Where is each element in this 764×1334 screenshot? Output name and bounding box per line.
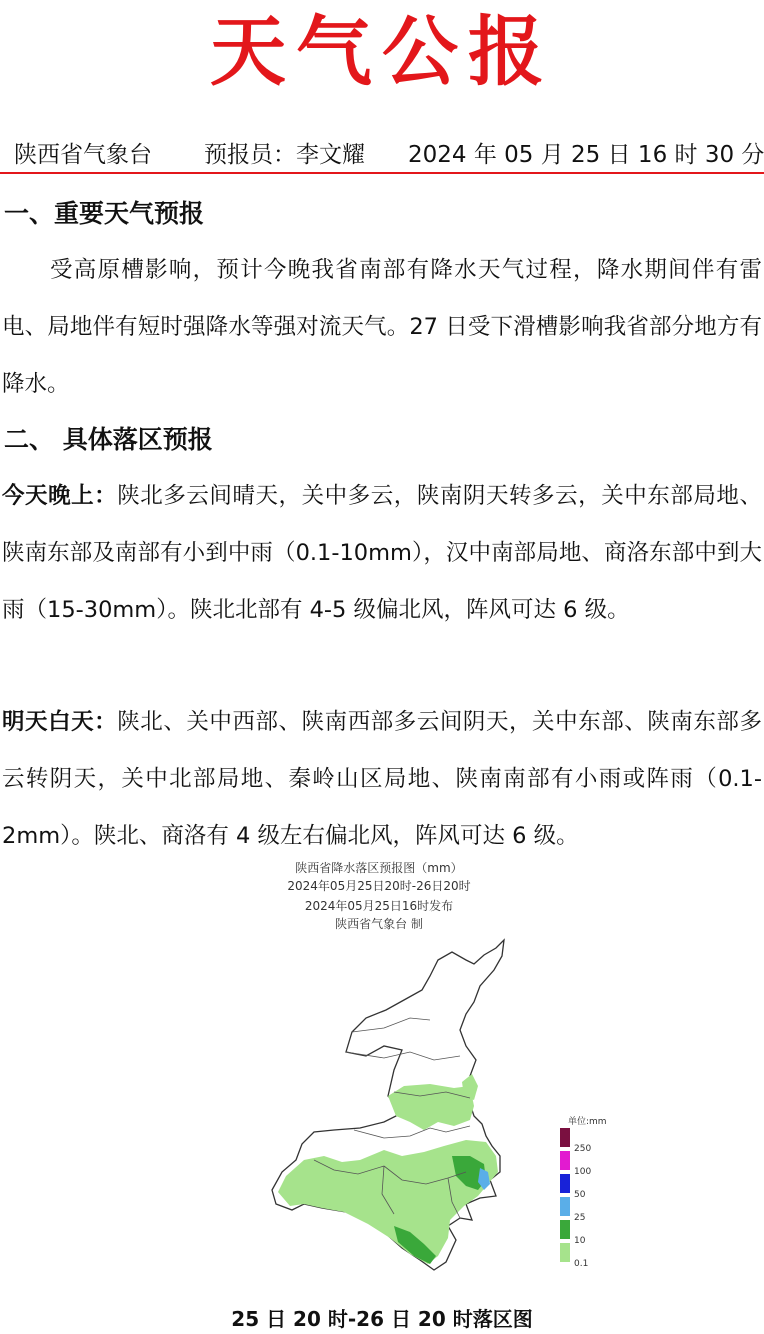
legend-swatch-4 — [560, 1220, 570, 1239]
tonight-body: 陕北多云间晴天，关中多云，陕南阴天转多云，关中东部局地、陕南东部及南部有小到中雨（0.1-10mm），汉中南部局地、商洛东部中到大雨（15-30mm）。陕北北部有 4-5 级偏北风，阵风可达 6 级。 — [2, 483, 762, 623]
legend-swatch-0 — [560, 1128, 570, 1147]
map-legend-unit: 单位:mm — [568, 1117, 607, 1127]
bulletin-title: 天气公报 — [210, 7, 554, 96]
section1-heading: 一、重要天气预报 — [4, 199, 205, 228]
map-issued: 2024年05月25日16时发布 — [304, 899, 454, 913]
tonight-label: 今天晚上： — [2, 483, 118, 509]
agency-name: 陕西省气象台 — [14, 142, 152, 168]
legend-swatch-3 — [560, 1197, 570, 1216]
legend-label-5: 0.1 — [574, 1259, 589, 1269]
legend-swatch-2 — [560, 1174, 570, 1193]
legend-label-2: 50 — [574, 1190, 586, 1200]
legend-label-1: 100 — [574, 1167, 592, 1177]
map-caption: 25 日 20 时-26 日 20 时落区图 — [231, 1307, 533, 1331]
legend-label-0: 250 — [574, 1144, 592, 1154]
legend-label-4: 10 — [574, 1236, 586, 1246]
tomorrow-label: 明天白天： — [2, 709, 118, 735]
map-title: 陕西省降水落区预报图（mm） — [295, 861, 463, 875]
bulletin-info-row — [14, 138, 764, 172]
shaanxi-map-svg — [234, 860, 614, 1290]
legend-label-3: 25 — [574, 1213, 586, 1223]
legend-swatch-1 — [560, 1151, 570, 1170]
section2-heading: 二、 具体落区预报 — [4, 425, 213, 454]
section1-body: 受高原槽影响，预计今晚我省南部有降水天气过程，降水期间伴有雷电、局地伴有短时强降水等强对流天气。27 日受下滑槽影响我省部分地方有降水。 — [2, 257, 762, 397]
map-period: 2024年05月25日20时-26日20时 — [287, 879, 471, 893]
legend-swatch-5 — [560, 1243, 570, 1262]
precipitation-map — [234, 860, 614, 1290]
tomorrow-body: 陕北、关中西部、陕南西部多云间阴天，关中东部、陕南东部多云转阴天，关中北部局地、秦岭山区局地、陕南南部有小雨或阵雨（0.1-2mm）。陕北、商洛有 4 级左右偏北风，阵风可达 6 级。 — [2, 709, 762, 849]
header-divider — [0, 172, 764, 174]
forecaster-name: 预报员：李文耀 — [204, 142, 365, 168]
map-maker: 陕西省气象台 制 — [335, 917, 423, 931]
issue-datetime: 2024 年 05 月 25 日 16 时 30 分 — [408, 142, 764, 168]
tonight-forecast — [2, 468, 762, 639]
tomorrow-forecast — [2, 694, 762, 865]
